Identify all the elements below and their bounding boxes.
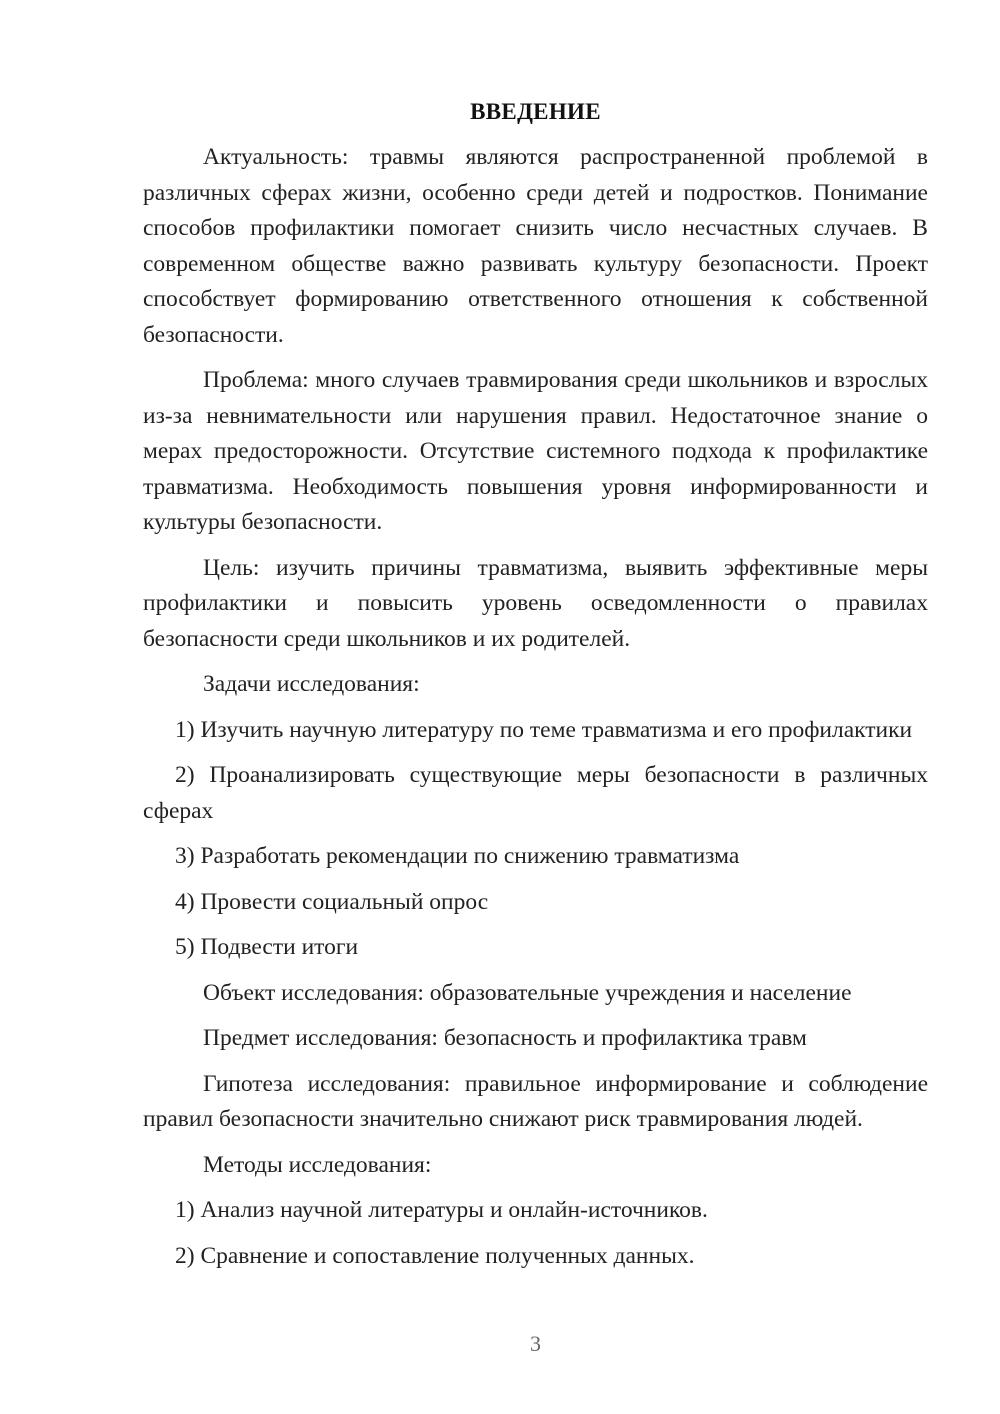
problem-paragraph: Проблема: много случаев травмирования среди школьников и взрослых из-за невнимательности или нарушения правил. Недостаточное знание о мерах предосторожности. Отсутствие системного подхода к профилактике травматизма. Необходимость повышения уровня информированности и культуры безопасности. [143,367,928,535]
object-paragraph: Объект исследования: образовательные учреждения и население [203,979,852,1006]
tasks-list [143,713,928,966]
page-number: 3 [530,1331,541,1356]
list-item: 2) Сравнение и сопоставление полученных данных. [175,1242,695,1269]
tasks-heading: Задачи исследования: [203,671,420,697]
list-item: 1) Изучить научную литературу по теме травматизма и его профилактики [175,716,913,743]
list-item: 1) Анализ научной литературы и онлайн-источников. [175,1197,708,1223]
goal-paragraph: Цель: изучить причины травматизма, выявить эффективные меры профилактики и повысить уровень осведомленности о правилах безопасности среди школьников и их родителей. [143,554,928,652]
methods-heading: Методы исследования: [203,1151,432,1178]
subject-paragraph: Предмет исследования: безопасность и профилактика травм [203,1025,807,1051]
list-item: 2) Проанализировать существующие меры безопасности в различных сферах [143,762,928,824]
list-item: 3) Разработать рекомендации по снижению травматизма [175,843,740,869]
list-item: 4) Провести социальный опрос [175,888,489,915]
relevance-paragraph: Актуальность: травмы являются распространенной проблемой в различных сферах жизни, особенно среди детей и подростков. Понимание способов профилактики помогает снизить число несчастных случаев. В современном обществе важно развивать культуру безопасности. Проект способствует формированию ответственного отношения к собственной безопасности. [143,144,928,348]
list-item: 5) Подвести итоги [175,934,359,960]
page-title: ВВЕДЕНИЕ [470,99,601,124]
hypothesis-paragraph: Гипотеза исследования: правильное информирование и соблюдение правил безопасности значительно снижают риск травмирования людей. [143,1070,928,1132]
methods-list [143,1193,928,1274]
